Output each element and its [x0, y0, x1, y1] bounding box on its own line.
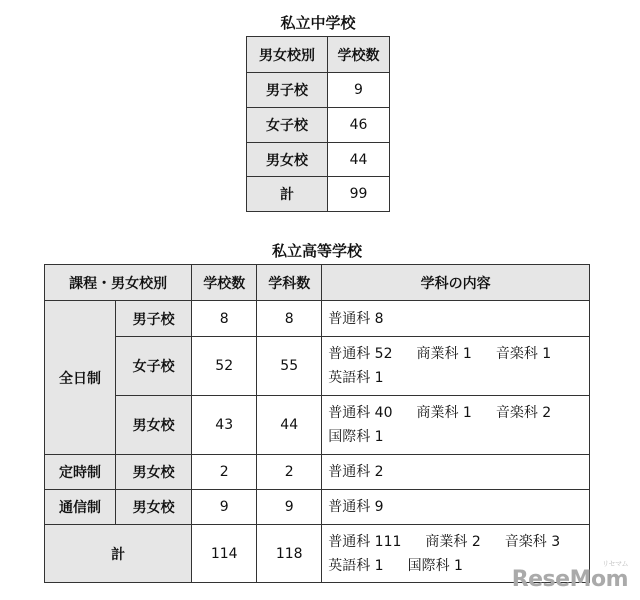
dept-count: 55 [257, 337, 322, 396]
total-label: 計 [247, 177, 328, 212]
resemom-logo [511, 560, 628, 592]
sub-label: 男女校 [116, 455, 192, 490]
dept-item: 英語科 1 [328, 370, 384, 386]
dept-item: 商業科 1 [416, 405, 472, 421]
header-dept-content: 学科の内容 [322, 265, 590, 301]
row-value: 44 [328, 143, 390, 177]
logo-subtext: リセマム [602, 560, 628, 568]
header-gender-type: 男女校別 [247, 37, 328, 73]
total-label: 計 [45, 525, 192, 583]
dept-count: 8 [257, 301, 322, 337]
dept-item: 商業科 2 [425, 533, 481, 550]
total-school-count: 114 [192, 525, 257, 583]
header-school-count: 学校数 [328, 37, 390, 73]
dept-item: 英語科 1 [328, 557, 384, 574]
total-value: 99 [328, 177, 390, 212]
school-count: 9 [192, 490, 257, 525]
row-label: 男子校 [247, 73, 328, 108]
dept-item: 国際科 1 [328, 429, 384, 445]
header-course-gender: 課程・男女校別 [45, 265, 192, 301]
dept-content [322, 455, 590, 490]
header-school-count: 学校数 [192, 265, 257, 301]
dept-content [322, 490, 590, 525]
dept-item: 普通科 9 [328, 499, 384, 515]
dept-item: 普通科 111 [328, 533, 402, 550]
row-value: 46 [328, 108, 390, 143]
dept-item: 音楽科 3 [504, 533, 561, 550]
dept-item: 商業科 1 [416, 346, 472, 362]
row-label: 女子校 [247, 108, 328, 143]
dept-item: 音楽科 1 [495, 346, 552, 362]
dept-content [322, 396, 590, 455]
middle-school-table [246, 36, 390, 212]
dept-count: 9 [257, 490, 322, 525]
dept-count: 44 [257, 396, 322, 455]
high-school-table [44, 264, 590, 583]
dept-item: 普通科 8 [328, 310, 384, 327]
school-count: 52 [192, 337, 257, 396]
sub-label: 男女校 [116, 490, 192, 525]
school-count: 43 [192, 396, 257, 455]
row-value: 9 [328, 73, 390, 108]
dept-item: 音楽科 2 [495, 405, 552, 421]
dept-content [322, 301, 590, 337]
row-label: 男女校 [247, 143, 328, 177]
dept-content [322, 337, 590, 396]
header-dept-count: 学科数 [257, 265, 322, 301]
logo-text: ReseMom [511, 567, 628, 592]
school-count: 2 [192, 455, 257, 490]
total-dept-count: 118 [257, 525, 322, 583]
fulltime-label: 全日制 [45, 301, 116, 455]
dept-item: 国際科 1 [407, 557, 463, 574]
sub-label: 男女校 [116, 396, 192, 455]
dept-count: 2 [257, 455, 322, 490]
correspondence-label: 通信制 [45, 490, 116, 525]
dept-item: 普通科 40 [328, 405, 393, 421]
sub-label: 女子校 [116, 337, 192, 396]
middle-school-title: 私立中学校 [280, 14, 356, 32]
school-count: 8 [192, 301, 257, 337]
high-school-title: 私立高等学校 [271, 242, 362, 260]
dept-item: 普通科 2 [328, 464, 384, 480]
parttime-label: 定時制 [45, 455, 116, 490]
sub-label: 男子校 [116, 301, 192, 337]
dept-item: 普通科 52 [328, 346, 393, 362]
